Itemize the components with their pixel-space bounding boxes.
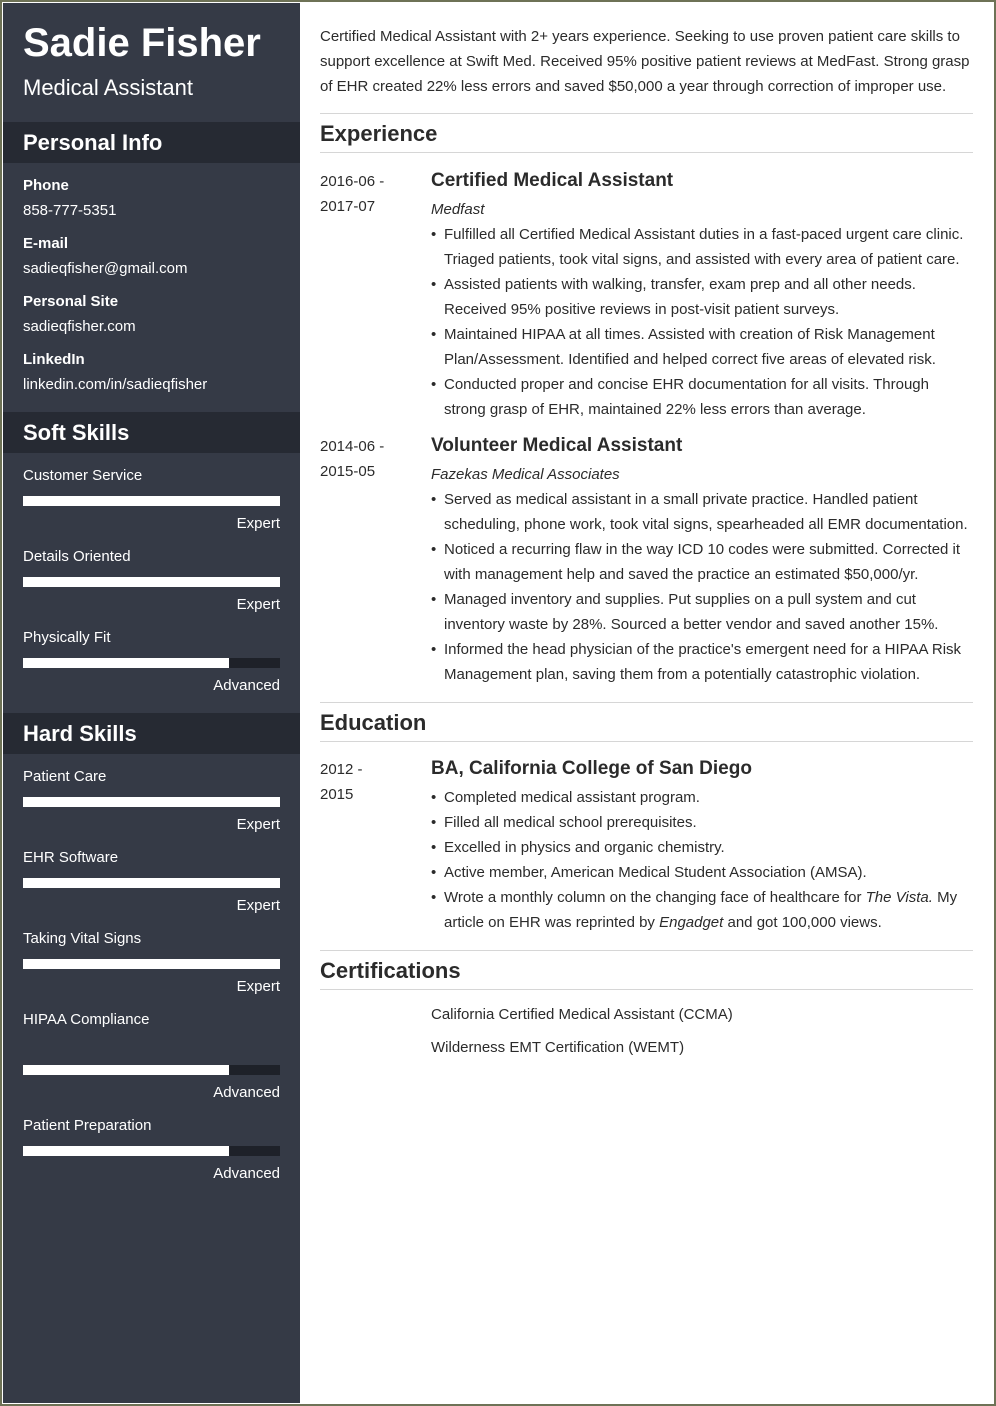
skill-level-bar (23, 959, 280, 969)
email-label: E-mail (23, 235, 69, 252)
email-value: sadieqfisher@gmail.com (23, 260, 188, 277)
job-bullet: • Noticed a recurring flaw in the way ICD 10 codes were submitted. Corrected it with management help and saved the practice an estimated $50,000/yr. (431, 537, 973, 587)
education-bullet: • Active member, American Medical Student Association (AMSA). (431, 860, 973, 885)
skill-level-label: Expert (236, 515, 280, 532)
education-bullet: • Excelled in physics and organic chemistry. (431, 835, 973, 860)
profile-summary: Certified Medical Assistant with 2+ years experience. Seeking to use proven patient care skills to support excellence at Swift Med. Received 95% positive patient reviews at MedFast. Strong grasp of EHR created 22% less errors and saved $50,000 a year through correction of improper use. (320, 28, 970, 95)
soft-skills-heading: Soft Skills (3, 412, 300, 453)
skill-name: Patient Care (23, 768, 107, 785)
education-bullet-list (431, 785, 973, 935)
candidate-name: Sadie Fisher (23, 21, 261, 65)
skill-level-label: Expert (236, 816, 280, 833)
personal-info-heading: Personal Info (3, 122, 300, 163)
main-content (320, 2, 973, 1402)
education-bullet: • Completed medical assistant program. (431, 785, 973, 810)
bullet-text: My article on EHR was reprinted by (444, 889, 958, 931)
skill-level-fill (23, 959, 280, 969)
skill-level-fill (23, 797, 280, 807)
skill-level-bar (23, 577, 280, 587)
phone-value: 858-777-5351 (23, 202, 117, 219)
degree-title: BA, California College of San Diego (431, 758, 752, 779)
job-bullet: • Served as medical assistant in a small private practice. Handled patient scheduling, phone work, took vital signs, spearheaded all EMR documentation. (431, 487, 973, 537)
job-bullet: • Maintained HIPAA at all times. Assisted with creation of Risk Management Plan/Assessment. Identified and helped correct five areas of elevated risk. (431, 322, 973, 372)
job-date-end: 2017-07 (320, 198, 376, 215)
education-heading: Education (320, 702, 973, 742)
experience-heading: Experience (320, 113, 973, 153)
skill-name: EHR Software (23, 849, 119, 866)
skill-level-bar (23, 797, 280, 807)
certification-item: California Certified Medical Assistant (CCMA) (431, 1006, 733, 1023)
skill-level-fill (23, 577, 280, 587)
certifications-heading: Certifications (320, 950, 973, 990)
skill-level-label: Advanced (213, 677, 280, 694)
skill-level-fill (23, 1065, 229, 1075)
job-employer: Fazekas Medical Associates (431, 466, 620, 483)
skill-name: Details Oriented (23, 548, 131, 565)
bullet-text: and got 100,000 views. (723, 914, 882, 931)
skill-name: HIPAA Compliance (23, 1011, 150, 1028)
education-bullet (431, 885, 973, 935)
skill-level-bar (23, 1065, 280, 1075)
skill-level-fill (23, 658, 229, 668)
hard-skills-heading: Hard Skills (3, 713, 300, 754)
linkedin-value: linkedin.com/in/sadieqfisher (23, 376, 208, 393)
job-bullet-list (431, 222, 973, 422)
personal-site-value: sadieqfisher.com (23, 318, 136, 335)
skill-level-fill (23, 878, 280, 888)
job-employer: Medfast (431, 201, 485, 218)
job-title: Volunteer Medical Assistant (431, 435, 683, 456)
skill-level-label: Expert (236, 978, 280, 995)
job-date-end: 2015-05 (320, 463, 376, 480)
job-date-start: 2016-06 - (320, 173, 385, 190)
job-bullet: • Fulfilled all Certified Medical Assistant duties in a fast-paced urgent care clinic. Triaged patients, took vital signs, and assisted with every area of patient care. (431, 222, 973, 272)
skill-level-bar (23, 496, 280, 506)
skill-level-bar (23, 878, 280, 888)
skill-level-fill (23, 496, 280, 506)
job-bullet: • Informed the head physician of the practice's emergent need for a HIPAA Risk Management plan, saving them from a potentially catastrophic violation. (431, 637, 973, 687)
skill-level-label: Expert (236, 596, 280, 613)
candidate-title: Medical Assistant (23, 75, 193, 100)
phone-label: Phone (23, 177, 69, 194)
bullet-text: Wrote a monthly column on the changing face of healthcare for (444, 889, 866, 906)
skill-level-fill (23, 1146, 229, 1156)
personal-site-label: Personal Site (23, 293, 119, 310)
skill-level-label: Advanced (213, 1084, 280, 1101)
job-date-start: 2014-06 - (320, 438, 385, 455)
skill-name: Taking Vital Signs (23, 930, 142, 947)
skill-level-bar (23, 658, 280, 668)
skill-level-label: Expert (236, 897, 280, 914)
education-bullet: • Filled all medical school prerequisites. (431, 810, 973, 835)
job-bullet: • Conducted proper and concise EHR documentation for all visits. Through strong grasp of EHR, maintained 22% less errors than average. (431, 372, 973, 422)
skill-name: Customer Service (23, 467, 143, 484)
publication-name: Engadget (659, 914, 724, 931)
skill-name: Physically Fit (23, 629, 111, 646)
job-bullet: • Assisted patients with walking, transfer, exam prep and all other needs. Received 95% positive reviews in post-visit patient surveys. (431, 272, 973, 322)
skill-level-label: Advanced (213, 1165, 280, 1182)
education-date-start: 2012 - (320, 761, 363, 778)
job-title: Certified Medical Assistant (431, 170, 674, 191)
job-bullet-list (431, 487, 973, 687)
skill-level-bar (23, 1146, 280, 1156)
job-bullet: • Managed inventory and supplies. Put supplies on a pull system and cut inventory waste by 28%. Sourced a better vendor and saved another 15%. (431, 587, 973, 637)
sidebar (3, 3, 300, 1403)
publication-name: The Vista. (865, 889, 933, 906)
skill-name: Patient Preparation (23, 1117, 152, 1134)
education-date-end: 2015 (320, 786, 354, 803)
certification-item: Wilderness EMT Certification (WEMT) (431, 1039, 685, 1056)
linkedin-label: LinkedIn (23, 351, 85, 368)
